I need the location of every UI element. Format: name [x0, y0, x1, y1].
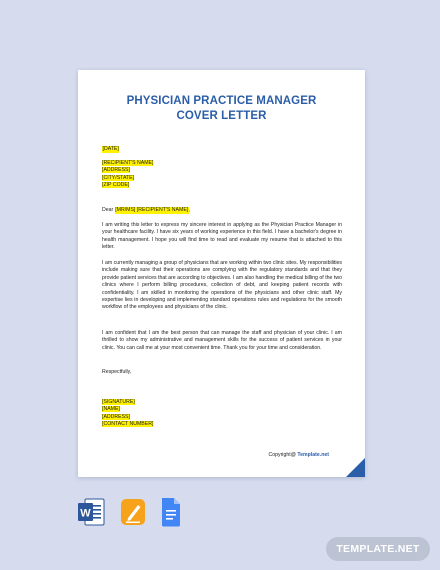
copyright-text: Copyright@ Template.net [268, 452, 329, 458]
greeting: Dear [MR/MS] [RECIPIENT'S NAME], [102, 207, 191, 213]
closing: Respectfully, [102, 369, 132, 375]
paragraph-3: I am confident that I am the best person that can manage the staff and physician of your clinic. I am thrilled to show my administrative and management skills for the success of patient services in your clinic. You can call me at your most convenient time. Thank you for your time and consideration. [102, 330, 342, 351]
docs-icon[interactable] [159, 497, 183, 527]
paragraph-1: I am writing this letter to express my sincere interest in applying as the Physician Practice Manager in your healthcare facility. I have six years of working experience in this field. I have a bachelor's degree in health management. I hope you will find time to read and evaluate my resume that is attached to this letter. [102, 222, 342, 251]
pages-icon[interactable] [119, 497, 147, 527]
svg-text:W: W [80, 507, 91, 520]
recipient-block: [RECIPIENT'S NAME] [ADDRESS] [CITY/STATE] [ZIP CODE] [102, 160, 154, 189]
paragraph-2: I am currently managing a group of physicians that are working within two clinic sites. My responsibilities include making sure that their operations are complying with the regulatory standards and that they provide patient services that are according to objectives. I am also handling the medical billing of the two clinics where I perform billing procedures, collection of debt, and keeping patient records with confidentiality. I am skilled in monitoring the operations of the physicians and other clinic staff. My expertise lies in developing and implementing standard operations rules and regulations for the smooth workflow of the employees and physicians of the clinic. [102, 260, 342, 311]
word-icon[interactable] [77, 497, 105, 527]
letter-page [78, 70, 365, 477]
letter-title: PHYSICIAN PRACTICE MANAGER COVER LETTER [126, 95, 317, 122]
page-corner-decoration [346, 458, 365, 477]
signature-block: [SIGNATURE] [NAME] [ADDRESS] [CONTACT NUMBER] [102, 399, 154, 428]
template-net-badge[interactable]: TEMPLATE.NET [326, 537, 430, 561]
date-field: [DATE] [102, 146, 119, 152]
